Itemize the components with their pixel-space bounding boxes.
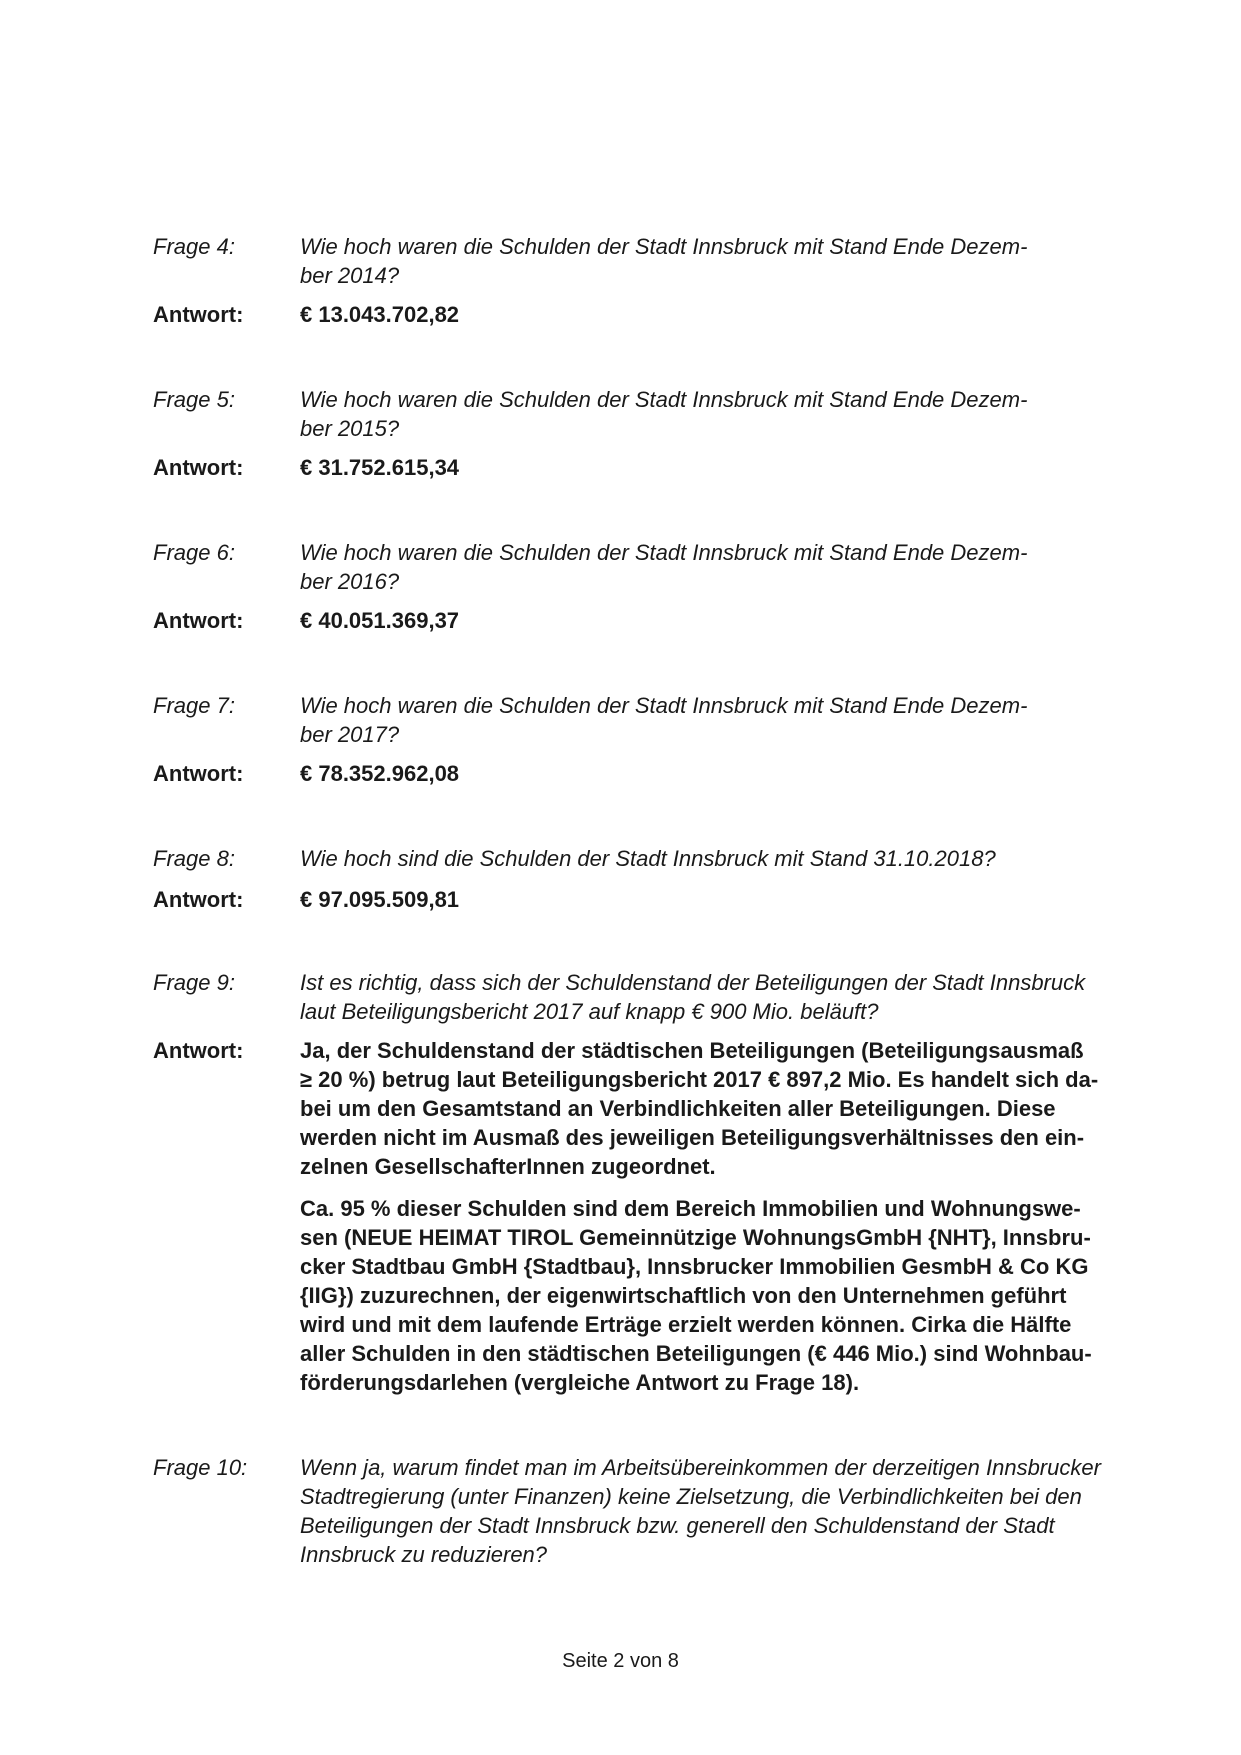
- answer-paragraph: [300, 453, 1140, 482]
- question-line: ber 2015?: [300, 416, 400, 441]
- answer-paragraph: [300, 1036, 1140, 1181]
- answer-line: zelnen GesellschafterInnen zugeordnet.: [300, 1154, 716, 1179]
- question-label: Frage 9:: [153, 970, 235, 995]
- question-line: Stadtregierung (unter Finanzen) keine Zielsetzung, die Verbindlichkeiten bei den: [300, 1484, 1082, 1509]
- answer-line: sen (NEUE HEIMAT TIROL Gemeinnützige WohnungsGmbH {NHT}, Innsbru-: [300, 1225, 1091, 1250]
- answer-label: Antwort:: [153, 455, 244, 480]
- answer-line: bei um den Gesamtstand an Verbindlichkeiten aller Beteiligungen. Diese: [300, 1096, 1056, 1121]
- question-label: Frage 4:: [153, 234, 235, 259]
- answer-label: Antwort:: [153, 1038, 244, 1063]
- question-line: Wenn ja, warum findet man im Arbeitsübereinkommen der derzeitigen Innsbrucker: [300, 1455, 1101, 1480]
- question-line: Wie hoch waren die Schulden der Stadt Innsbruck mit Stand Ende Dezem-: [300, 540, 1028, 565]
- answer-line: cker Stadtbau GmbH {Stadtbau}, Innsbrucker Immobilien GesmbH & Co KG: [300, 1254, 1089, 1279]
- answer-line: werden nicht im Ausmaß des jeweiligen Beteiligungsverhältnisses den ein-: [300, 1125, 1085, 1150]
- answer-text: [300, 606, 1140, 635]
- answer-text: [300, 885, 1140, 914]
- page-footer: Seite 2 von 8: [562, 1650, 679, 1672]
- question-text: [300, 844, 1140, 873]
- answer-label: Antwort:: [153, 302, 244, 327]
- answer-label: Antwort:: [153, 761, 244, 786]
- question-text: [300, 1453, 1140, 1569]
- question-text: [300, 538, 1140, 596]
- answer-text: [300, 453, 1140, 482]
- answer-text: [300, 759, 1140, 788]
- answer-paragraph: [300, 1194, 1140, 1397]
- answer-line: wird und mit dem laufende Erträge erzielt werden können. Cirka die Hälfte: [300, 1312, 1072, 1337]
- answer-paragraph: [300, 759, 1140, 788]
- question-text: [300, 385, 1140, 443]
- answer-text: [300, 300, 1140, 329]
- question-label: Frage 5:: [153, 387, 235, 412]
- answer-text: [300, 1036, 1140, 1397]
- answer-line: € 31.752.615,34: [300, 455, 460, 480]
- answer-paragraph: [300, 300, 1140, 329]
- question-line: Wie hoch waren die Schulden der Stadt Innsbruck mit Stand Ende Dezem-: [300, 387, 1028, 412]
- answer-line: € 13.043.702,82: [300, 302, 460, 327]
- answer-line: {IIG}) zuzurechnen, der eigenwirtschaftlich von den Unternehmen geführt: [300, 1283, 1067, 1308]
- question-label: Frage 10:: [153, 1455, 248, 1480]
- answer-line: Ca. 95 % dieser Schulden sind dem Bereich Immobilien und Wohnungswe-: [300, 1196, 1081, 1221]
- question-text: [300, 968, 1140, 1026]
- answer-line: € 40.051.369,37: [300, 608, 460, 633]
- question-line: Ist es richtig, dass sich der Schuldenstand der Beteiligungen der Stadt Innsbruck: [300, 970, 1086, 995]
- question-line: Beteiligungen der Stadt Innsbruck bzw. generell den Schuldenstand der Stadt: [300, 1513, 1055, 1538]
- question-line: ber 2016?: [300, 569, 400, 594]
- answer-line: aller Schulden in den städtischen Beteiligungen (€ 446 Mio.) sind Wohnbau-: [300, 1341, 1092, 1366]
- answer-line: Ja, der Schuldenstand der städtischen Beteiligungen (Beteiligungsausmaß: [300, 1038, 1084, 1063]
- answer-paragraph: [300, 885, 1140, 914]
- question-label: Frage 8:: [153, 846, 235, 871]
- answer-line: ≥ 20 %) betrug laut Beteiligungsbericht 2017 € 897,2 Mio. Es handelt sich da-: [300, 1067, 1099, 1092]
- question-line: Innsbruck zu reduzieren?: [300, 1542, 548, 1567]
- answer-label: Antwort:: [153, 608, 244, 633]
- answer-line: € 78.352.962,08: [300, 761, 460, 786]
- answer-paragraph: [300, 606, 1140, 635]
- question-label: Frage 7:: [153, 693, 235, 718]
- question-label: Frage 6:: [153, 540, 235, 565]
- question-text: [300, 691, 1140, 749]
- question-line: laut Beteiligungsbericht 2017 auf knapp € 900 Mio. beläuft?: [300, 999, 879, 1024]
- question-line: ber 2014?: [300, 263, 400, 288]
- question-line: ber 2017?: [300, 722, 400, 747]
- answer-label: Antwort:: [153, 887, 244, 912]
- question-line: Wie hoch waren die Schulden der Stadt Innsbruck mit Stand Ende Dezem-: [300, 693, 1028, 718]
- question-line: Wie hoch sind die Schulden der Stadt Innsbruck mit Stand 31.10.2018?: [300, 846, 996, 871]
- answer-line: förderungsdarlehen (vergleiche Antwort zu Frage 18).: [300, 1370, 860, 1395]
- answer-line: € 97.095.509,81: [300, 887, 460, 912]
- question-line: Wie hoch waren die Schulden der Stadt Innsbruck mit Stand Ende Dezem-: [300, 234, 1028, 259]
- question-text: [300, 232, 1140, 290]
